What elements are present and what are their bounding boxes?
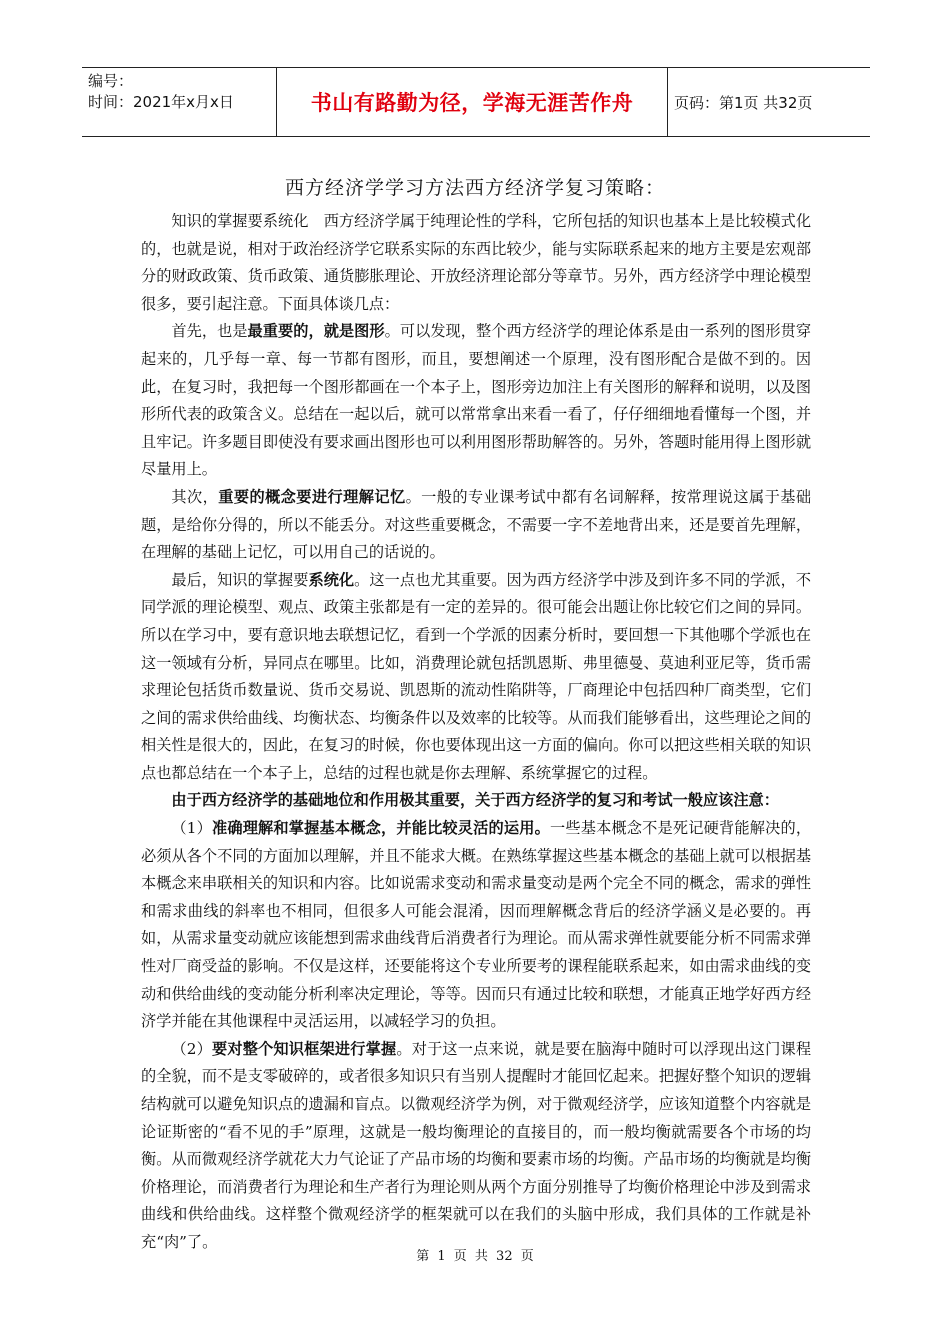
document-body bbox=[141, 208, 811, 1257]
document-title: 西方经济学学习方法西方经济学复习策略： bbox=[284, 177, 665, 199]
paragraph: 最后，知识的掌握要系统化。这一点也尤其重要。因为西方经济学中涉及到许多不同的学派，不同学派的理论模型、观点、政策主张都是有一定的差异的。很可能会出题让你比较它们之间的异同。所以在学习中，要有意识地去联想记忆，看到一个学派的因素分析时，要回想一下其他哪个学派也在这一领域有分析，异同点在哪里。比如，消费理论就包括凯恩斯、弗里德曼、莫迪利亚尼等，货币需求理论包括货币数量说、货币交易说、凯恩斯的流动性陷阱等，厂商理论中包括四种厂商类型，它们之间的需求供给曲线、均衡状态、均衡条件以及效率的比较等。从而我们能够看出，这些理论之间的相关性是很大的，因此，在复习的时候，你也要体现出这一方面的偏向。你可以把这些相关联的知识点也都总结在一个本子上，总结的过程也就是你去理解、系统掌握它的过程。 bbox=[141, 570, 812, 782]
document-number-label: 编号： bbox=[88, 72, 134, 90]
document-time-label: 时间：2021年x月x日 bbox=[88, 93, 234, 111]
header-motto: 书山有路勤为径，学海无涯苦作舟 bbox=[276, 68, 668, 136]
page-header bbox=[82, 67, 870, 137]
paragraph: 首先，也是最重要的，就是图形。可以发现，整个西方经济学的理论体系是由一系列的图形贯穿起来的，几乎每一章、每一节都有图形，而且，要想阐述一个原理，没有图形配合是做不到的。因此，在复习时，我把每一个图形都画在一个本子上，图形旁边加注上有关图形的解释和说明，以及图形所代表的政策含义。总结在一起以后，就可以常常拿出来看一看了，仔仔细细地看懂每一个图，并且牢记。许多题目即使没有要求画出图形也可以利用图形帮助解答的。另外，答题时能用得上图形就尽量用上。 bbox=[141, 322, 812, 479]
paragraph: （1）准确理解和掌握基本概念，并能比较灵活的运用。一些基本概念不是死记硬背能解决的，必须从各个不同的方面加以理解，并且不能求大概。在熟练掌握这些基本概念的基础上就可以根据基本概念来串联相关的知识和内容。比如说需求变动和需求量变动是两个完全不同的概念，需求的弹性和需求曲线的斜率也不相同，但很多人可能会混淆，因而理解概念背后的经济学涵义是必要的。再如，从需求量变动就应该能想到需求曲线背后消费者行为理论。而从需求弹性就要能分析不同需求弹性对厂商受益的影响。不仅是这样，还要能将这个专业所要考的课程能联系起来，如由需求曲线的变动和供给曲线的变动能分析利率决定理论，等等。因而只有通过比较和联想，才能真正地学好西方经济学并能在其他课程中灵活运用，以减轻学习的负担。 bbox=[141, 819, 812, 1031]
header-meta bbox=[82, 68, 276, 136]
header-page-info: 页码：第1页 共32页 bbox=[674, 93, 813, 112]
paragraph: 其次，重要的概念要进行理解记忆。一般的专业课考试中都有名词解释，按常理说这属于基础题，是给你分得的，所以不能丢分。对这些重要概念，不需要一字不差地背出来，还是要首先理解，在理解的基础上记忆，可以用自己的话说的。 bbox=[141, 487, 812, 562]
paragraph: 由于西方经济学的基础地位和作用极其重要，关于西方经济学的复习和考试一般应该注意： bbox=[171, 791, 779, 810]
paragraph: （2）要对整个知识框架进行掌握。对于这一点来说，就是要在脑海中随时可以浮现出这门课程的全貌，而不是支零破碎的，或者很多知识只有当别人提醒时才能回忆起来。把握好整个知识的逻辑结构就可以避免知识点的遗漏和盲点。以微观经济学为例，对于微观经济学，应该知道整个内容就是论证斯密的“看不见的手”原理，这就是一般均衡理论的直接目的，而一般均衡就需要各个市场的均衡。从而微观经济学就花大力气论证了产品市场的均衡和要素市场的均衡。产品市场的均衡就是均衡价格理论，而消费者行为理论和生产者行为理论则从两个方面分别推导了均衡价格理论中涉及到需求曲线和供给曲线。这样整个微观经济学的框架就可以在我们的头脑中形成，我们具体的工作就是补充“肉”了。 bbox=[141, 1039, 812, 1251]
paragraph: 知识的掌握要系统化 西方经济学属于纯理论性的学科，它所包括的知识也基本上是比较模式化的，也就是说，相对于政治经济学它联系实际的东西比较少，能与实际联系起来的地方主要是宏观部分的财政政策、货币政策、通货膨胀理论、开放经济理论部分等章节。另外，西方经济学中理论模型很多，要引起注意。下面具体谈几点： bbox=[141, 212, 811, 313]
page-footer: 第 1 页 共 32 页 bbox=[416, 1249, 534, 1264]
